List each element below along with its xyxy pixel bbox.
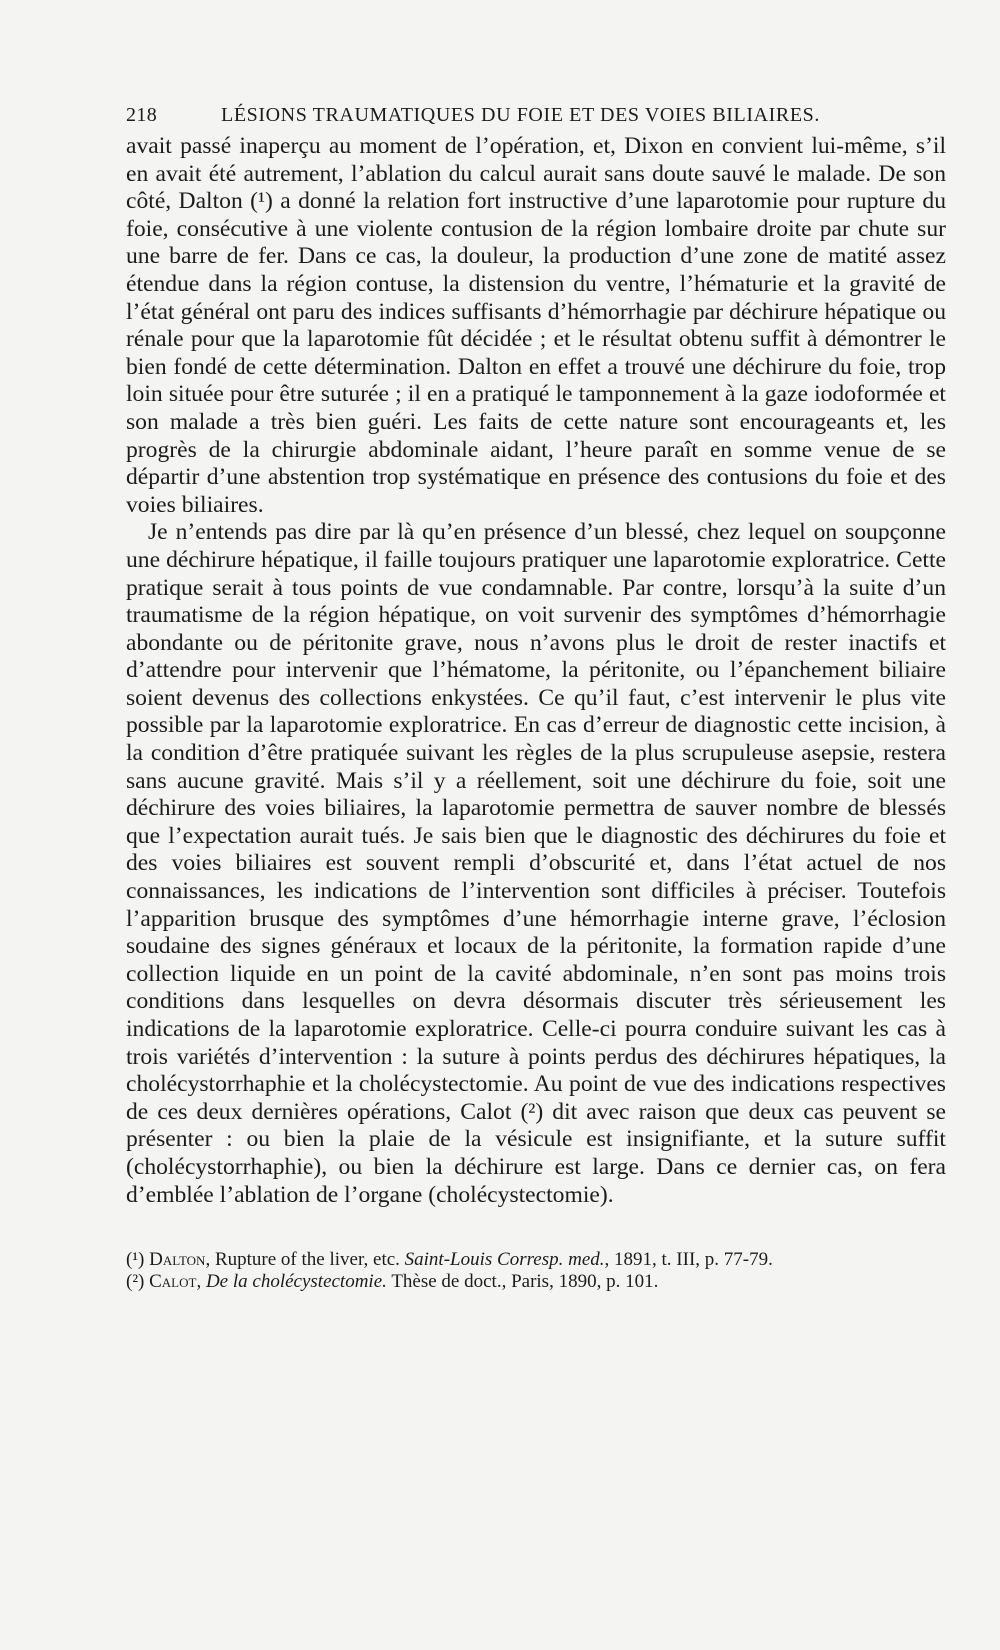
book-page [126,104,946,1293]
running-title: LÉSIONS TRAUMATIQUES DU FOIE ET DES VOIES BILIAIRES. [221,104,820,126]
footnote-1 [126,1249,946,1271]
footnotes [126,1249,946,1293]
paragraph-1: avait passé inaperçu au moment de l’opération, et, Dixon en convient lui-même, s’il en avait été autrement, l’ablation du calcul aurait sans doute sauvé le malade. De son côté, Dalton (¹) a donné la relation fort instructive d’une laparotomie pour rupture du foie, consécutive à une violente contusion de la région lombaire droite par chute sur une barre de fer. Dans ce cas, la douleur, la production d’une zone de matité assez étendue dans la région contuse, la distension du ventre, l’hématurie et la gravité de l’état général ont paru des indices suffisants d’hémorrhagie par déchirure hépatique ou rénale pour que la laparotomie fût décidée ; et le résultat obtenu suffit à démontrer le bien fondé de cette détermination. Dalton en effet a trouvé une déchirure du foie, trop loin située pour être suturée ; il en a pratiqué le tamponnement à la gaze iodoformée et son malade a très bien guéri. Les faits de cette nature sont encourageants et, les progrès de la chirurgie abdominale aidant, l’heure paraît en somme venue de se départir d’une abstention trop systématique en présence des contusions du foie et des voies biliaires. [126,133,946,518]
footnote-details: Thèse de doct., Paris, 1890, p. 101. [386,1271,659,1293]
paragraph-2: Je n’entends pas dire par là qu’en présence d’un blessé, chez lequel on soupçonne une déchirure hépatique, il faille toujours pratiquer une laparotomie exploratrice. Cette pratique serait à tous points de vue condamnable. Par contre, lorsqu’à la suite d’un traumatisme de la région hépatique, on voit survenir des symptômes d’hémorrhagie abondante ou de péritonite grave, nous n’avons plus le droit de rester inactifs et d’attendre pour intervenir que l’hématome, la péritonite, ou l’épanchement biliaire soient devenus des collections enkystées. Ce qu’il faut, c’est intervenir le plus vite possible par la laparotomie exploratrice. En cas d’erreur de diagnostic cette incision, à la condition d’être pratiquée suivant les règles de la plus scrupuleuse asepsie, restera sans aucune gravité. Mais s’il y a réellement, soit une déchirure du foie, soit une déchirure des voies biliaires, la laparotomie permettra de sauver nombre de blessés que l’expectation aurait tués. Je sais bien que le diagnostic des déchirures du foie et des voies biliaires est souvent rempli d’obscurité et, dans l’état actuel de nos connaissances, les indications de l’intervention sont difficiles à préciser. Toutefois l’apparition brusque des symptômes d’une hémorrhagie interne grave, l’éclosion soudaine des signes généraux et locaux de la péritonite, la formation rapide d’une collection liquide en un point de la cavité abdominale, n’en sont pas moins trois conditions dans lesquelles on devra désormais discuter très sérieusement les indications de la laparotomie exploratrice. Celle-ci pourra conduire suivant les cas à trois variétés d’intervention : la suture à points perdus des déchirures hépatiques, la cholécystorrhaphie et la cholécystectomie. Au point de vue des indications respectives de ces deux dernières opérations, Calot (²) dit avec raison que deux cas peuvent se présenter : ou bien la plaie de la vésicule est insignifiante, et la suture suffit (cholécystorrhaphie), ou bien la déchirure est large. Dans ce dernier cas, on fera d’emblée l’ablation de l’organe (cholécystectomie). [126,519,946,1208]
page-number: 218 [126,104,158,126]
footnote-author: Dalton, [149,1249,211,1271]
footnote-author: Calot, [149,1271,202,1293]
running-head [126,104,946,127]
body-text [126,133,946,1209]
footnote-details: , 1891, t. III, p. 77-79. [604,1249,773,1271]
footnote-source: Saint-Louis Corresp. med. [404,1249,605,1271]
footnote-mark: (¹) [126,1249,145,1271]
footnote-source: De la cholécystectomie. [205,1271,387,1293]
footnote-mark: (²) [126,1271,145,1293]
footnote-text: Rupture of the liver, etc. [210,1249,405,1271]
footnote-2 [126,1271,946,1293]
